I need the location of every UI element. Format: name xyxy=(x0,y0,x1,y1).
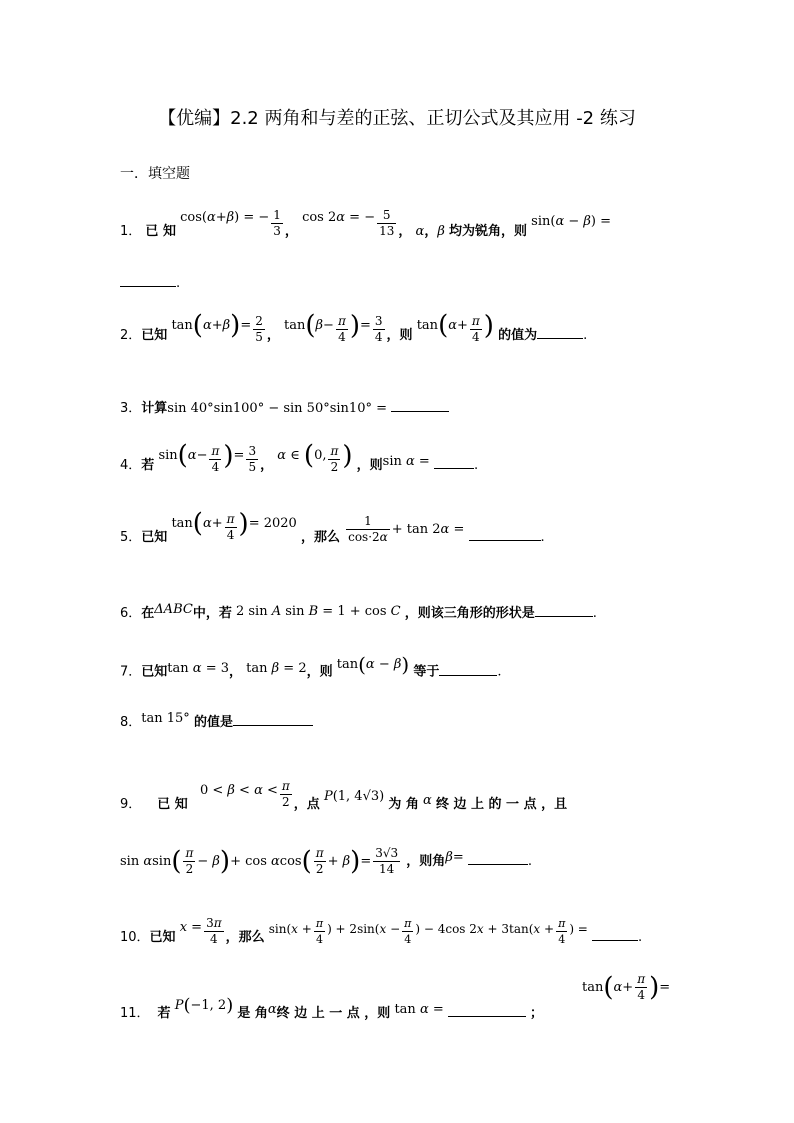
page-title: 【优编】2.2 两角和与差的正弦、正切公式及其应用 -2 练习 xyxy=(158,108,636,129)
question-4: 4．若 sin(α− $\frac{\pi}{4}$ )= $\frac{3}{5}$ ， α ∈ (0, $\frac{\pi}{2}$ ) ，则sin α = . xyxy=(120,440,479,474)
question-2: 2．已知 tan(α+β)= $\frac{2}{5}$ ， tan(β− $\frac{\pi}{4}$ )= $\frac{3}{4}$ ，则 tan(α+ $\frac{\pi}{4}$ ) 的值为 . xyxy=(120,310,588,344)
question-7: 7．已知tan α = 3， tan β = 2，则 tan(α − β) 等于 . xyxy=(120,652,502,680)
math-expression: cos(α+β) = − xyxy=(180,210,270,225)
question-9: 9． 已 知 0 < β < α < $\frac{\pi}{2}$ ，点 P(1, 4√3) 为 角 α 终 边 上 的 一 点 ，且 xyxy=(120,779,568,812)
answer-blank: . xyxy=(120,276,180,291)
question-3: 3．计算sin 40°sin100° − sin 50°sin10° = xyxy=(120,397,449,416)
question-text: 已 知 xyxy=(145,224,176,239)
section-heading: 一．填空题 xyxy=(120,166,190,182)
question-11: 11． 若 P(−1, 2) 是 角α终 边 上 一 点 ，则 tan α = ； tan(α+ $\frac{\pi}{4}$ )= xyxy=(120,972,671,1021)
question-1: 1． 已 知 cos(α+β) = − $\frac{1}{3}$ ， cos 2α = − $\frac{5}{13}$ ， α，β 均为锐角，则 sin(α − β) = xyxy=(120,208,612,239)
question-9-line-2: sin αsin( $\frac{\pi}{2}$ − β)+ cos αcos( $\frac{\pi}{2}$ + β)= $\frac{3√3}{14}$ ，则角β= . xyxy=(120,846,533,877)
question-6: 6．在ΔABC中，若 2 sin A sin B = 1 + cos C ，则该三角形的形状是 . xyxy=(120,602,597,621)
question-8: 8．tan 15° 的值是 xyxy=(120,711,313,730)
question-5: 5．已知 tan(α+ $\frac{\pi}{4}$ )= 2020 ，那么 $\frac{1}{\cos\cdot 2\alpha}$ + tan 2α = . xyxy=(120,508,545,545)
question-10: 10．已知 x = $\frac{3\pi}{4}$ ，那么 sin(x + $\frac{\pi}{4}$ ) + 2sin(x − $\frac{\pi}{4}$ ) − 4cos 2x + 3tan(x + $\frac{\pi}{4}$ ) = . xyxy=(120,916,643,946)
math-expression: cos 2α = − xyxy=(302,210,376,225)
question-number: 1． xyxy=(120,224,142,239)
